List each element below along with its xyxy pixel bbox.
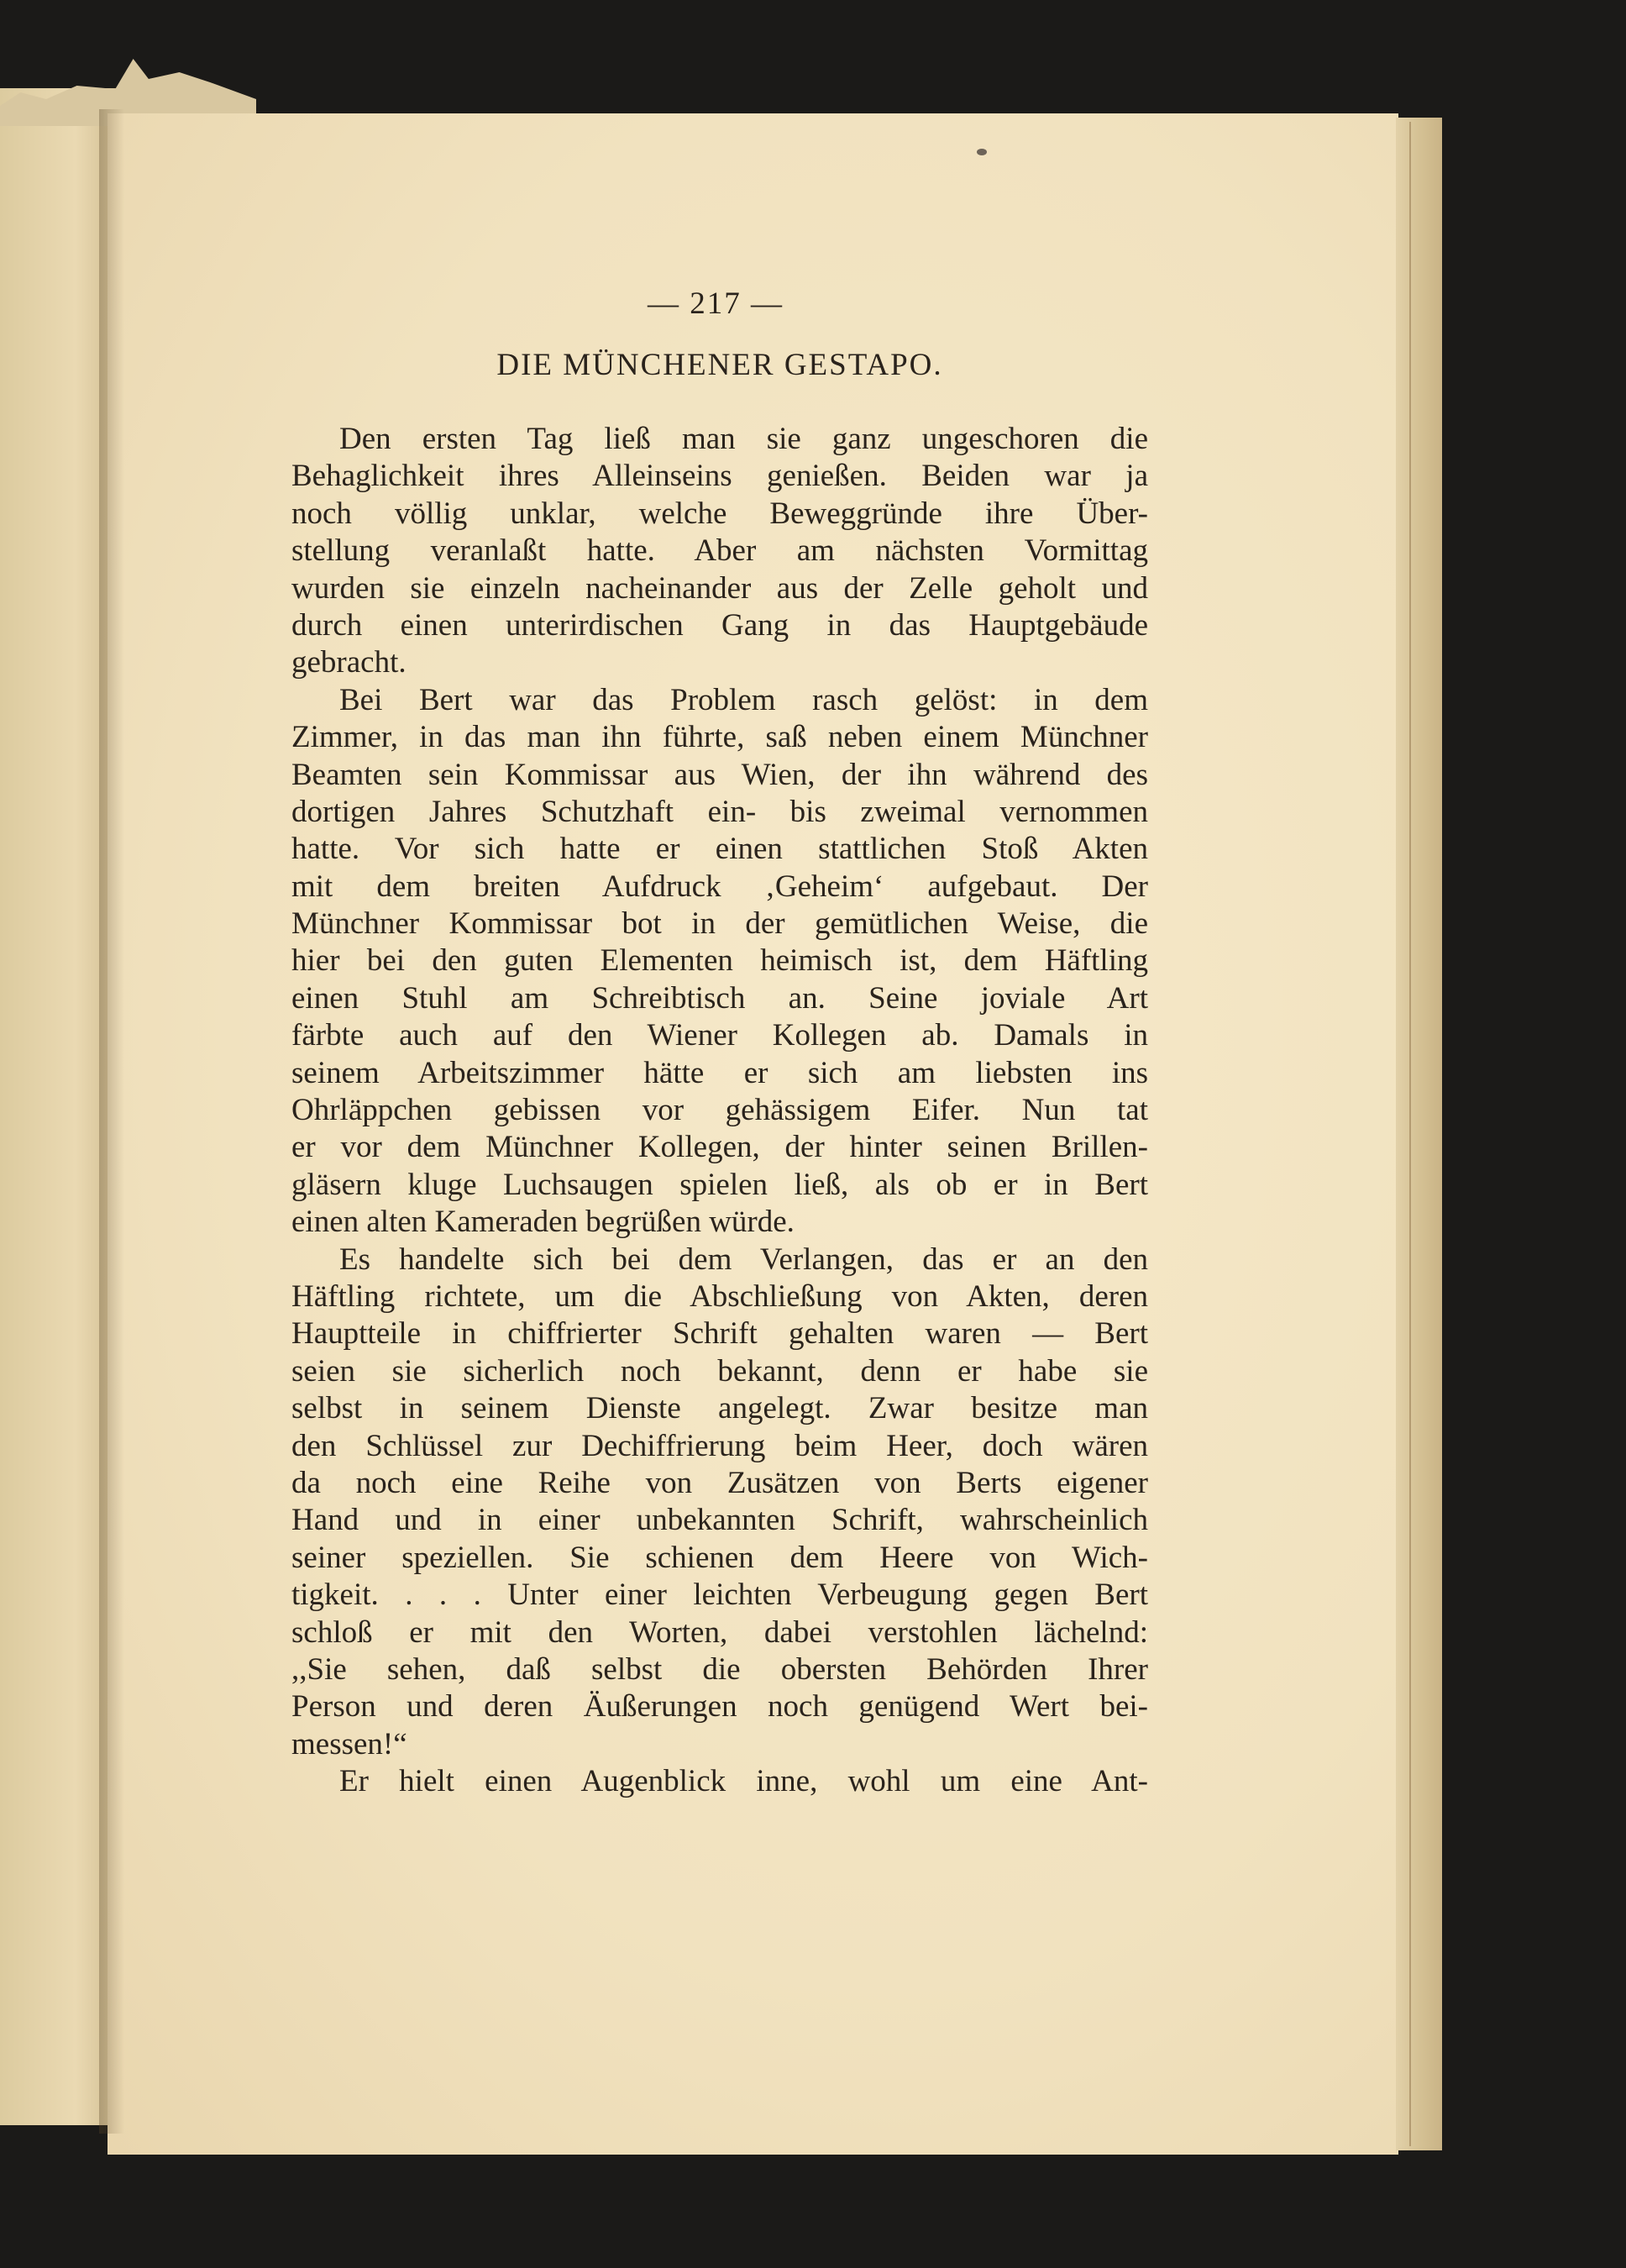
text-line: Er hielt einen Augenblick inne, wohl um eine Ant- xyxy=(339,1764,1148,1799)
text-line: wurden sie einzeln nacheinander aus der Zelle geholt und xyxy=(291,570,1148,606)
chapter-title: DIE MÜNCHENER GESTAPO. xyxy=(496,348,943,382)
text-line: stellung veranlaßt hatte. Aber am nächsten Vormittag xyxy=(291,533,1148,569)
text-line: seiner speziellen. Sie schienen dem Heere von Wich- xyxy=(291,1540,1148,1575)
text-line: gebracht. xyxy=(291,645,406,680)
text-line: Behaglichkeit ihres Alleinseins genießen. Beiden war ja xyxy=(291,459,1148,494)
text-line: mit dem breiten Aufdruck ‚Geheim‘ aufgebaut. Der xyxy=(291,869,1148,904)
text-line: gläsern kluge Luchsaugen spielen ließ, als ob er in Bert xyxy=(291,1167,1148,1202)
text-line: ,,Sie sehen, daß selbst die obersten Behörden Ihrer xyxy=(291,1651,1148,1687)
text-line: schloß er mit den Worten, dabei verstohlen lächelnd: xyxy=(291,1614,1148,1650)
spine-shadow xyxy=(99,109,124,2134)
text-line: einen alten Kameraden begrüßen würde. xyxy=(291,1205,795,1240)
text-line: er vor dem Münchner Kollegen, der hinter seinen Brillen- xyxy=(291,1130,1148,1165)
text-line: Person und deren Äußerungen noch genügend Wert bei- xyxy=(291,1689,1148,1725)
text-line: da noch eine Reihe von Zusätzen von Berts eigener xyxy=(291,1465,1148,1500)
text-line: hatte. Vor sich hatte er einen stattlichen Stoß Akten xyxy=(291,832,1148,867)
page-stack-edge xyxy=(1396,118,1442,2150)
text-line: seien sie sicherlich noch bekannt, denn er habe sie xyxy=(291,1353,1148,1389)
text-line: Es handelte sich bei dem Verlangen, das er an den xyxy=(339,1242,1148,1277)
text-line: färbte auch auf den Wiener Kollegen ab. Damals in xyxy=(291,1018,1148,1053)
text-line: tigkeit. . . . Unter einer leichten Verbeugung gegen Bert xyxy=(291,1578,1148,1613)
text-line: Hand und in einer unbekannten Schrift, wahrscheinlich xyxy=(291,1503,1148,1538)
text-line: hier bei den guten Elementen heimisch ist, dem Häftling xyxy=(291,943,1148,979)
text-line: Bei Bert war das Problem rasch gelöst: in dem xyxy=(339,682,1148,717)
text-line: Häftling richtete, um die Abschließung von Akten, deren xyxy=(291,1278,1148,1314)
text-line: Beamten sein Kommissar aus Wien, der ihn während des xyxy=(291,757,1148,792)
text-line: Zimmer, in das man ihn führte, saß neben einem Münchner xyxy=(291,720,1148,755)
page-number: — 217 — xyxy=(648,286,784,321)
text-line: einen Stuhl am Schreibtisch an. Seine joviale Art xyxy=(291,980,1148,1016)
text-line: den Schlüssel zur Dechiffrierung beim Heer, doch wären xyxy=(291,1428,1148,1463)
paper-speck xyxy=(977,149,987,155)
text-line: seinem Arbeitszimmer hätte er sich am liebsten ins xyxy=(291,1055,1148,1090)
text-line: Ohrläppchen gebissen vor gehässigem Eifer. Nun tat xyxy=(291,1093,1148,1128)
text-line: messen!“ xyxy=(291,1726,407,1761)
page-text-block xyxy=(291,286,1148,1800)
text-line: dortigen Jahres Schutzhaft ein- bis zweimal vernommen xyxy=(291,794,1148,829)
text-line: Münchner Kommissar bot in der gemütlichen Weise, die xyxy=(291,906,1148,942)
text-line: Hauptteile in chiffrierter Schrift gehalten waren — Bert xyxy=(291,1316,1148,1352)
text-line: noch völlig unklar, welche Beweggründe ihre Über- xyxy=(291,496,1148,531)
text-line: Den ersten Tag ließ man sie ganz ungeschoren die xyxy=(339,422,1148,456)
text-line: selbst in seinem Dienste angelegt. Zwar besitze man xyxy=(291,1391,1148,1426)
text-line: durch einen unterirdischen Gang in das Hauptgebäude xyxy=(291,607,1148,643)
body-text xyxy=(291,421,1148,1800)
page-edge-line xyxy=(1409,122,1411,2146)
